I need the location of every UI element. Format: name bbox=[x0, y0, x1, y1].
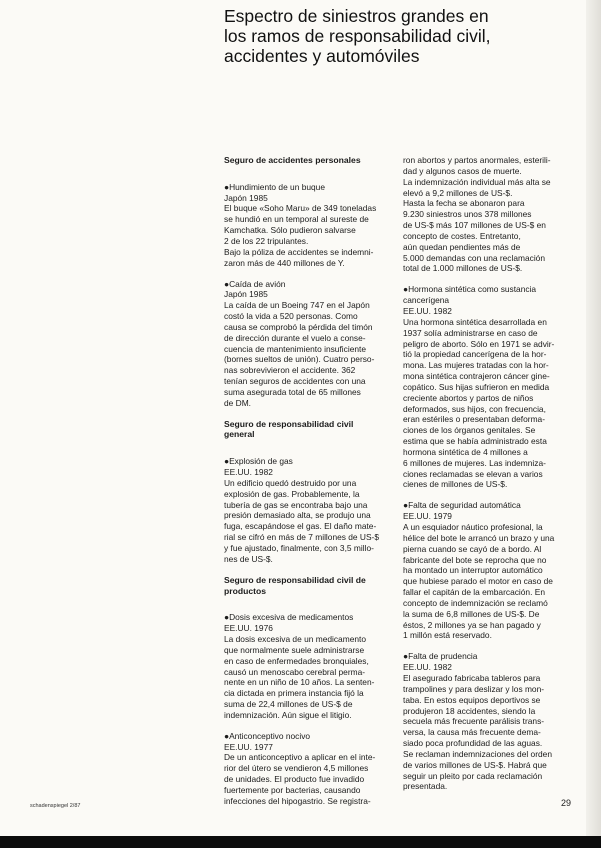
body-line: trampolines y para deslizar y los mon- bbox=[403, 683, 545, 694]
body-line: EE.UU. 1979 bbox=[403, 511, 452, 522]
body-line: EE.UU. 1982 bbox=[403, 305, 452, 316]
bullet-icon: ● bbox=[224, 730, 230, 741]
body-line: Japón 1985 bbox=[224, 192, 268, 203]
body-line: suma de 22,4 millones de US-$ de bbox=[224, 699, 353, 710]
body-line: La dosis excesiva de un medicamento bbox=[224, 633, 366, 644]
body-line: tubería de gas se encontraba bajo una bbox=[224, 499, 368, 510]
body-line: presión demasiado alta, se produjo una bbox=[224, 510, 371, 521]
body-line: la suma de 6,8 millones de US-$. De bbox=[403, 608, 540, 619]
body-line: fuertemente por bacterias, causando bbox=[224, 784, 361, 795]
case-title-row bbox=[403, 284, 569, 295]
page-number: 29 bbox=[561, 798, 572, 808]
body-line: El buque «Soho Maru» de 349 toneladas bbox=[224, 203, 377, 214]
footer-publication: schadenspiegel 2/87 bbox=[30, 803, 81, 809]
body-line: total de 1.000 millones de US-$. bbox=[403, 263, 523, 274]
case-title: Hormona sintética como sustancia bbox=[408, 284, 537, 295]
case-title: Anticonceptivo nocivo bbox=[229, 730, 311, 741]
body-line: estima que se había administrado esta bbox=[403, 436, 547, 447]
case-title-row bbox=[224, 279, 390, 290]
case-title: Falta de prudencia bbox=[408, 651, 478, 662]
body-line: de unidades. El producto fue invadido bbox=[224, 774, 365, 785]
body-line: hormona sintética de 4 millones a bbox=[403, 446, 528, 457]
body-line: cienes de millones de US-$. bbox=[403, 479, 508, 490]
case-title-row bbox=[224, 731, 390, 742]
heading-line: Seguro de accidentes personales bbox=[224, 155, 361, 165]
body-line: deformados, sus hijos, con frecuencia, bbox=[403, 403, 546, 414]
body-line: EE.UU. 1977 bbox=[224, 741, 273, 752]
case-entry bbox=[403, 651, 569, 792]
bullet-icon: ● bbox=[224, 278, 230, 289]
case-entry bbox=[403, 284, 569, 490]
case-title-row bbox=[224, 182, 390, 193]
scan-bottom-border bbox=[0, 836, 601, 848]
title-line: Espectro de siniestros grandes en bbox=[224, 6, 489, 26]
body-line: éstos, 2 millones ya se han pagado y bbox=[403, 619, 541, 630]
continued-text bbox=[403, 155, 569, 274]
body-line: rial se cifró en más de 7 millones de US-$ bbox=[224, 532, 380, 543]
body-line: rior del útero se vendieron 4,5 millones bbox=[224, 763, 369, 774]
body-line: de varios millones de US-$. Habrá que bbox=[403, 759, 547, 770]
case-entry bbox=[403, 500, 569, 641]
body-line: 5.000 demandas con una reclamación bbox=[403, 252, 546, 263]
body-line: se hundió en un temporal al sureste de bbox=[224, 214, 369, 225]
body-line: 1 millón está reservado. bbox=[403, 630, 492, 641]
body-line: Se reclaman indemnizaciones del orden bbox=[403, 748, 552, 759]
body-line: causó un menoscabo cerebral perma- bbox=[224, 666, 366, 677]
bullet-icon: ● bbox=[224, 612, 230, 623]
body-line: pierna cuando se cayó de a bordo. Al bbox=[403, 543, 542, 554]
body-line: Hasta la fecha se abonaron para bbox=[403, 198, 525, 209]
body-line: La indemnización individual más alta se bbox=[403, 176, 551, 187]
body-line: 1937 solía administrarse en caso de bbox=[403, 327, 538, 338]
bullet-icon: ● bbox=[403, 500, 409, 511]
body-line: cuencia de mantenimiento insuficiente bbox=[224, 343, 366, 354]
body-line: Japón 1985 bbox=[224, 289, 268, 300]
body-line: ciones de los órganos genitales. Se bbox=[403, 425, 536, 436]
bullet-icon: ● bbox=[403, 284, 409, 295]
case-title: Dosis excesiva de medicamentos bbox=[229, 612, 354, 623]
body-line: nente en un niño de 10 años. La senten- bbox=[224, 677, 375, 688]
body-line: Una hormona sintética desarrollada en bbox=[403, 316, 547, 327]
case-title-row bbox=[403, 651, 569, 662]
right-column bbox=[403, 155, 569, 802]
body-line: peligro de aborto. Sólo en 1971 se advir- bbox=[403, 338, 555, 349]
body-line: elevó a 9,2 millones de US-$. bbox=[403, 187, 513, 198]
body-line: indemnización. Aún sigue el litigio. bbox=[224, 709, 352, 720]
case-title: Falta de seguridad automática bbox=[408, 500, 521, 511]
body-line: secuela más frecuente parálisis trans- bbox=[403, 716, 545, 727]
title-line: accidentes y automóviles bbox=[224, 46, 420, 66]
body-line: taba. En estos equipos deportivos se bbox=[403, 694, 541, 705]
case-entry bbox=[224, 456, 390, 564]
body-line: tenían seguros de accidentes con una bbox=[224, 376, 366, 387]
body-line: EE.UU. 1982 bbox=[403, 662, 452, 673]
section-heading bbox=[224, 419, 390, 441]
page-edge-shadow bbox=[586, 0, 601, 836]
body-line: hélice del bote le arrancó un brazo y una bbox=[403, 532, 555, 543]
body-line: 9.230 siniestros unos 378 millones bbox=[403, 209, 532, 220]
body-line: mona sintética contrajeron cáncer gine- bbox=[403, 371, 550, 382]
body-line: 2 de los 22 tripulantes. bbox=[224, 236, 309, 247]
body-line: fuga, escapándose el gas. El daño mate- bbox=[224, 521, 377, 532]
body-line: siado poca profundidad de las aguas. bbox=[403, 738, 543, 749]
body-line: zaron más de 440 millones de Y. bbox=[224, 257, 345, 268]
body-line: ha montado un interruptor automático bbox=[403, 565, 543, 576]
body-line: nes de US-$. bbox=[224, 553, 273, 564]
case-entry bbox=[224, 279, 390, 409]
body-line: de dirección durante el vuelo a conse- bbox=[224, 332, 366, 343]
body-line: De un anticonceptivo a aplicar en el inte- bbox=[224, 752, 376, 763]
body-line: La caída de un Boeing 747 en el Japón bbox=[224, 300, 370, 311]
case-title-row bbox=[403, 500, 569, 511]
body-line: de US-$ más 107 millones de US-$ en bbox=[403, 220, 546, 231]
body-line: suma asegurada total de 65 millones bbox=[224, 386, 361, 397]
body-line: Kamchatka. Sólo pudieron salvarse bbox=[224, 225, 356, 236]
case-title-row bbox=[224, 456, 390, 467]
body-line: tió la propiedad cancerígena de la hor- bbox=[403, 349, 547, 360]
body-line: A un esquiador náutico profesional, la bbox=[403, 522, 543, 532]
body-line: presentada. bbox=[403, 781, 448, 792]
left-column bbox=[224, 155, 390, 817]
body-line: El asegurado fabricaba tableros para bbox=[403, 672, 541, 683]
body-line: fallar el capitán de la embarcación. En bbox=[403, 587, 545, 598]
body-line: costó la vida a 520 personas. Como bbox=[224, 311, 358, 322]
body-line: causa se comprobó la pérdida del timón bbox=[224, 321, 373, 332]
body-line: Bajo la póliza de accidentes se indemni- bbox=[224, 246, 374, 257]
heading-line: Seguro de responsabilidad civil de bbox=[224, 574, 366, 585]
body-line: infecciones del hipogastrio. Se registra- bbox=[224, 795, 371, 806]
heading-line: general bbox=[224, 429, 255, 440]
page-title bbox=[224, 6, 524, 66]
case-title: Hundimiento de un buque bbox=[229, 181, 325, 192]
body-line: creciente abortos y partos de niños bbox=[403, 392, 534, 403]
body-line: concepto de indemnización se reclamó bbox=[403, 597, 548, 608]
section-heading bbox=[224, 575, 390, 597]
bullet-icon: ● bbox=[224, 181, 230, 192]
body-line: (bornes sueltos de unión). Cuatro perso- bbox=[224, 354, 375, 365]
body-line: explosión de gas. Probablemente, la bbox=[224, 488, 360, 499]
case-entry bbox=[224, 731, 390, 807]
bullet-icon: ● bbox=[224, 456, 230, 467]
body-line: versa, la causa más frecuente dema- bbox=[403, 727, 541, 738]
case-entry bbox=[224, 612, 390, 720]
body-line: copático. Sus hijas sufrieron en medida bbox=[403, 381, 550, 392]
body-line: concepto de costes. Entretanto, bbox=[403, 230, 521, 241]
body-line: mona. Las mujeres tratadas con la hor- bbox=[403, 360, 549, 371]
heading-line: productos bbox=[224, 585, 267, 596]
body-line: Un edificio quedó destruido por una bbox=[224, 477, 357, 488]
body-line: aún quedan pendientes más de bbox=[403, 241, 521, 252]
body-line: que normalmente suele administrarse bbox=[224, 644, 365, 655]
case-entry bbox=[224, 182, 390, 269]
body-line: 6 millones de mujeres. Las indemniza- bbox=[403, 457, 546, 468]
body-line: y fue ajustado, finalmente, con 3,5 millo- bbox=[224, 543, 374, 554]
case-title-row bbox=[224, 612, 390, 623]
body-line: de DM. bbox=[224, 397, 251, 408]
body-line: fabricante del bote se reprocha que no bbox=[403, 554, 547, 565]
body-line: ron abortos y partos anormales, esterili- bbox=[403, 155, 551, 165]
body-line: EE.UU. 1982 bbox=[224, 467, 273, 478]
case-title: Explosión de gas bbox=[229, 456, 293, 467]
body-line: EE.UU. 1976 bbox=[224, 623, 273, 634]
heading-line: Seguro de responsabilidad civil bbox=[224, 418, 354, 429]
body-line: nas sobrevivieron el accidente. 362 bbox=[224, 365, 356, 376]
section-heading bbox=[224, 155, 390, 166]
body-line: cancerígena bbox=[403, 295, 450, 306]
body-line: seguir un pleito por cada reclamación bbox=[403, 770, 543, 781]
body-line: eran estériles o presentaban deforma- bbox=[403, 414, 545, 425]
body-line: ciones reclamadas se elevan a varios bbox=[403, 468, 543, 479]
body-line: produjeron 18 accidentes, siendo la bbox=[403, 705, 536, 716]
body-line: dad y algunos casos de muerte. bbox=[403, 165, 522, 176]
body-line: en caso de enfermedades bronquiales, bbox=[224, 655, 369, 666]
body-line: que hubiese parado el motor en caso de bbox=[403, 576, 553, 587]
case-title: Caída de avión bbox=[229, 278, 286, 289]
title-line: los ramos de responsabilidad civil, bbox=[224, 26, 491, 46]
body-line: cia dictada en primera instancia fijó la bbox=[224, 688, 364, 699]
bullet-icon: ● bbox=[403, 651, 409, 662]
